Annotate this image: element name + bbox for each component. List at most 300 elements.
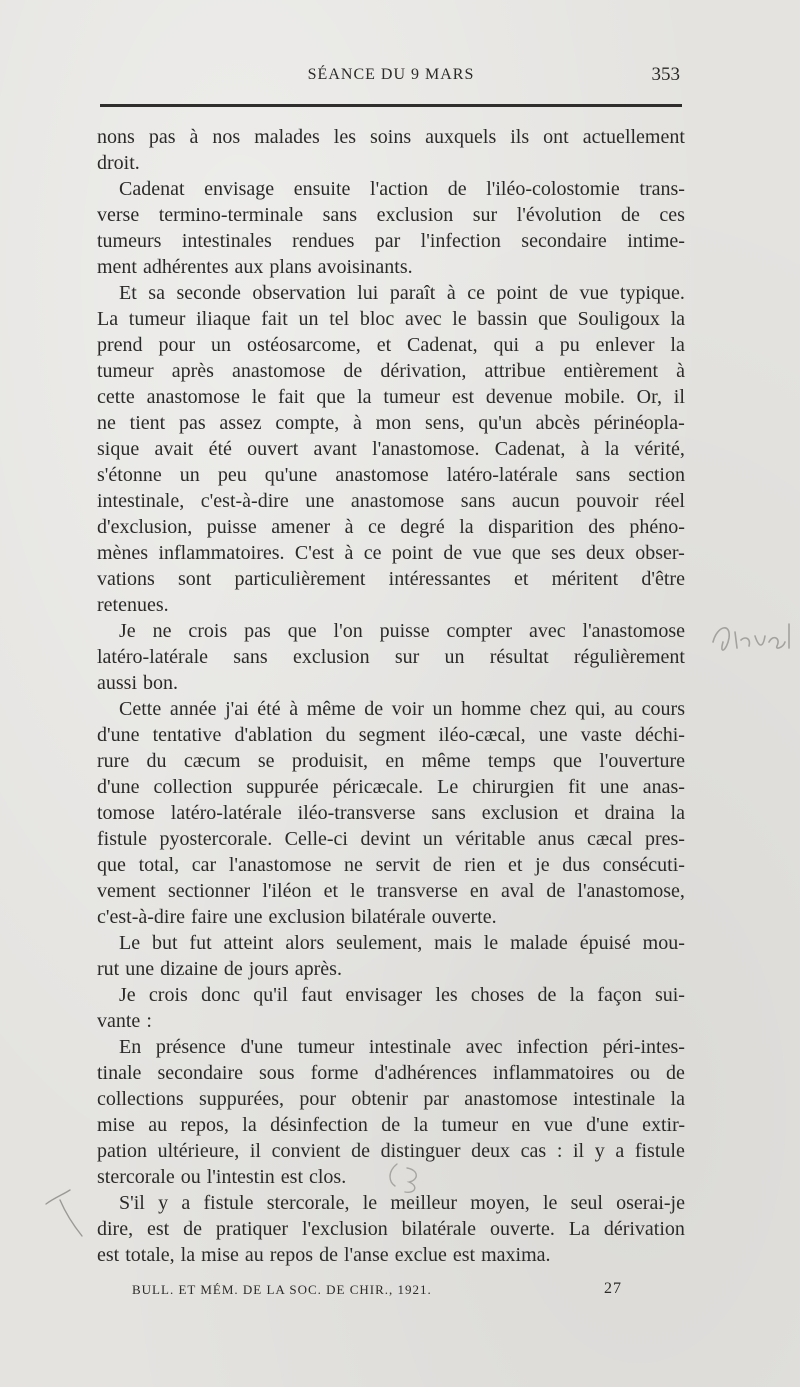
word: pouvoir	[576, 490, 639, 512]
word: Et	[119, 282, 137, 304]
word: de	[447, 178, 467, 200]
word: sique	[97, 438, 140, 460]
word: Le	[119, 932, 141, 954]
word: segment	[358, 724, 426, 746]
word: présence	[155, 1036, 226, 1058]
word: exclusion	[292, 646, 370, 668]
word: au	[244, 1244, 264, 1266]
word: rien	[464, 854, 496, 876]
word: du	[325, 724, 346, 746]
word: Cadenat	[119, 178, 185, 200]
word: extir-	[642, 1114, 685, 1136]
word: pyostercorale.	[159, 828, 273, 850]
word: droit.	[97, 152, 140, 174]
word: anas-	[642, 776, 685, 798]
word: tumeur	[383, 386, 441, 408]
word: moyen,	[470, 1192, 530, 1214]
word: d'une	[97, 776, 140, 798]
word: de	[364, 698, 384, 720]
word: une	[305, 490, 335, 512]
word: infection	[517, 1036, 589, 1058]
word: exclusion	[481, 802, 559, 824]
word: l'on	[333, 620, 363, 642]
word: trans-	[639, 178, 685, 200]
word: la	[670, 1088, 685, 1110]
word: draina	[604, 802, 655, 824]
word: du	[146, 750, 167, 772]
word: la	[604, 438, 620, 460]
word: dérivation	[603, 1218, 685, 1240]
word: distinguer	[380, 1140, 461, 1162]
word: un	[432, 698, 453, 720]
word: et	[513, 568, 529, 590]
word: dire,	[97, 1218, 134, 1240]
word: obser-	[635, 542, 685, 564]
word: pres-	[644, 828, 685, 850]
word: suppurées,	[199, 1088, 284, 1110]
word: seul	[570, 1192, 603, 1214]
word: Je	[119, 984, 136, 1006]
word: un	[422, 828, 443, 850]
word: anus	[537, 828, 575, 850]
word: consécuti-	[602, 854, 685, 876]
word: sur	[394, 646, 420, 668]
journal-reference: BULL. ET MÉM. DE LA SOC. DE CHIR., 1921.	[132, 1282, 432, 1297]
word: seconde	[176, 282, 241, 304]
word: pour	[299, 1088, 337, 1110]
word: iliaque	[196, 308, 251, 330]
word: ont	[543, 126, 569, 148]
text-line	[97, 696, 685, 722]
word: Cette	[119, 698, 162, 720]
word: termino-terminale	[158, 204, 304, 226]
word: résultat	[489, 646, 549, 668]
word: intestinale,	[97, 490, 185, 512]
word: point	[391, 542, 433, 564]
word: ultérieure,	[157, 1140, 240, 1162]
word: par	[423, 1088, 449, 1110]
word: ne	[97, 412, 116, 434]
word: le	[362, 1192, 378, 1214]
word: phéno-	[629, 516, 685, 538]
word: fistule	[634, 1140, 685, 1162]
text-line	[97, 904, 685, 930]
word: au	[614, 698, 634, 720]
word: véritable	[455, 828, 526, 850]
word: alors	[285, 932, 325, 954]
word: l'évolution	[516, 204, 602, 226]
word: pu	[559, 334, 580, 356]
word: d'une	[240, 1036, 283, 1058]
word: avoisinants.	[317, 256, 413, 278]
word: l'exclusion	[301, 1218, 388, 1240]
text-line	[97, 592, 685, 618]
word: En	[119, 1036, 142, 1058]
word: dizaine	[160, 958, 218, 980]
word: exclusion	[376, 204, 454, 226]
word: l'ouverture	[599, 750, 685, 772]
word: une	[233, 906, 263, 928]
word: et	[376, 334, 392, 356]
text-line	[97, 1008, 685, 1034]
word: compte,	[275, 412, 340, 434]
word: déchi-	[634, 724, 685, 746]
word: qu'une	[264, 464, 318, 486]
text-line	[97, 410, 685, 436]
word: une	[538, 724, 568, 746]
word: le	[251, 386, 267, 408]
word: sans	[322, 204, 358, 226]
pencil-annotation	[705, 612, 800, 662]
word: ouvert	[247, 438, 299, 460]
word: dérivation,	[380, 360, 467, 382]
word: La	[97, 308, 119, 330]
text-line	[97, 930, 685, 956]
text-line	[97, 1216, 685, 1242]
word: de	[343, 360, 363, 382]
word: secondaire	[157, 1062, 243, 1084]
text-line	[97, 228, 685, 254]
word: année	[169, 698, 217, 720]
word: S'il	[119, 1192, 145, 1214]
word: que	[538, 308, 567, 330]
word: cæcal	[586, 828, 633, 850]
word: iléo-transverse	[297, 802, 416, 824]
word: vement	[97, 880, 156, 902]
word: lui	[357, 282, 379, 304]
word: été	[257, 698, 281, 720]
word: sans	[460, 490, 496, 512]
word: La	[568, 1218, 590, 1240]
word: de	[223, 958, 243, 980]
word: ne	[344, 854, 363, 876]
word: aussi	[97, 672, 137, 694]
word: le	[483, 932, 499, 954]
word: après.	[294, 958, 342, 980]
word: aucun	[511, 490, 560, 512]
word: latéro-latérale	[446, 464, 558, 486]
word: fistule	[203, 1192, 254, 1214]
word: et	[323, 880, 339, 902]
body-text	[97, 124, 685, 1268]
text-line	[97, 852, 685, 878]
word: à	[344, 542, 354, 564]
word: cæcum	[183, 750, 241, 772]
word: tient	[129, 412, 166, 434]
word: mais	[434, 932, 472, 954]
word: y	[594, 1140, 605, 1162]
word: en	[385, 750, 405, 772]
word: deux	[471, 1140, 511, 1162]
word: anastomose	[146, 386, 240, 408]
word: crois	[148, 984, 188, 1006]
word: la	[242, 1114, 257, 1136]
word: épuisé	[579, 932, 631, 954]
word: forme	[310, 1062, 359, 1084]
word: total,	[138, 854, 180, 876]
word: réel	[655, 490, 685, 512]
word: bilatérale	[351, 906, 426, 928]
word: exclue	[394, 1244, 447, 1266]
word: chez	[529, 698, 567, 720]
word: la	[459, 516, 474, 538]
word: intime-	[627, 230, 685, 252]
word: de	[620, 204, 640, 226]
word: à	[580, 438, 590, 460]
word: meilleur	[390, 1192, 458, 1214]
word: sui-	[654, 984, 685, 1006]
word: :	[146, 1010, 152, 1032]
word: rendues	[292, 230, 355, 252]
word: l'iléo-colostomie	[486, 178, 620, 200]
word: qu'un	[478, 412, 522, 434]
text-line	[97, 566, 685, 592]
word: de	[183, 1218, 202, 1240]
word: l'iléon	[262, 880, 312, 902]
word: qu'il	[253, 984, 288, 1006]
word: il	[249, 1140, 261, 1162]
word: que	[316, 386, 346, 408]
word: intestinales	[181, 230, 272, 252]
word: avec	[465, 1036, 503, 1058]
word: point	[496, 282, 538, 304]
word: sans	[431, 802, 466, 824]
text-line	[97, 176, 685, 202]
word: méritent	[551, 568, 619, 590]
word: pour	[158, 334, 196, 356]
word: et	[508, 854, 523, 876]
word: ouverte.	[431, 906, 497, 928]
word: crois	[188, 620, 228, 642]
word: avait	[154, 438, 194, 460]
word: typique.	[619, 282, 685, 304]
word: sens,	[425, 412, 465, 434]
word: convient	[271, 1140, 341, 1162]
text-line	[97, 644, 685, 670]
word: Le	[437, 776, 459, 798]
word: c'est-à-dire	[97, 906, 185, 928]
word: à	[446, 282, 456, 304]
word: mise	[97, 1114, 135, 1136]
word: de	[319, 1244, 338, 1266]
word: de	[432, 854, 452, 876]
word: tomose	[97, 802, 155, 824]
word: l'action	[370, 178, 429, 200]
word: mise	[201, 1244, 239, 1266]
word: sans	[575, 464, 611, 486]
word: s'étonne	[97, 464, 162, 486]
word: pratiquer	[215, 1218, 289, 1240]
word: soins	[370, 126, 412, 148]
word: assez	[219, 412, 262, 434]
word: avec	[528, 620, 566, 642]
text-line	[97, 384, 685, 410]
word: car	[191, 854, 217, 876]
word: ostéosarcome,	[246, 334, 361, 356]
word: adhérentes	[143, 256, 229, 278]
word: inflammatoires	[492, 1062, 614, 1084]
word: malades	[254, 126, 320, 148]
word: à	[189, 126, 199, 148]
word: ou	[630, 1062, 650, 1084]
word: qui	[493, 334, 520, 356]
word: donc	[201, 984, 240, 1006]
word: périnéopla-	[593, 412, 685, 434]
word: les	[333, 126, 356, 148]
word: sont	[177, 568, 212, 590]
word: tentative	[152, 724, 222, 746]
word: faire	[191, 906, 228, 928]
word: ses	[551, 542, 576, 564]
word: je	[535, 854, 550, 876]
word: disparition	[488, 516, 574, 538]
word: en	[469, 880, 489, 902]
word: atteint	[223, 932, 274, 954]
header-rule	[100, 104, 682, 107]
word: envisager	[345, 984, 423, 1006]
word: d'une	[97, 724, 140, 746]
word: suppurée	[246, 776, 319, 798]
word: une	[599, 776, 629, 798]
word: avec	[404, 308, 442, 330]
word: sur	[472, 204, 498, 226]
text-line	[97, 332, 685, 358]
word: repos,	[180, 1114, 229, 1136]
word: mobile.	[564, 386, 625, 408]
pencil-mark-left	[40, 1180, 90, 1240]
word: l'anse	[343, 1244, 389, 1266]
word: auxquels	[425, 126, 497, 148]
word: a	[615, 1140, 625, 1162]
text-line	[97, 722, 685, 748]
word: nos	[212, 126, 241, 148]
word: est	[451, 386, 475, 408]
word: ne	[152, 620, 172, 642]
word: qui,	[574, 698, 606, 720]
word: produisit,	[291, 750, 369, 772]
word: que	[511, 542, 541, 564]
text-line	[97, 826, 685, 852]
word: d'adhérences	[374, 1062, 477, 1084]
word: le	[542, 1192, 558, 1214]
word: vaste	[580, 724, 622, 746]
word: Cadenat,	[494, 438, 566, 460]
word: désinfection	[270, 1114, 368, 1136]
word: la	[569, 984, 585, 1006]
word: repos	[269, 1244, 314, 1266]
word: de	[546, 880, 566, 902]
word: un	[211, 334, 232, 356]
word: tumeur	[128, 308, 186, 330]
word: homme	[461, 698, 522, 720]
word: que	[552, 750, 582, 772]
word: a	[534, 334, 544, 356]
word: l'anastomose,	[577, 880, 685, 902]
word: ils	[510, 126, 530, 148]
word: l'anastomose.	[372, 438, 480, 460]
text-line	[97, 774, 685, 800]
word: verse	[97, 204, 140, 226]
word: envisage	[204, 178, 275, 200]
word: enlever	[595, 334, 655, 356]
word: fistule	[97, 828, 147, 850]
word: un	[444, 646, 465, 668]
page-footer	[132, 1278, 632, 1302]
word: ce	[368, 516, 386, 538]
word: amener	[271, 516, 331, 538]
word: il	[673, 386, 685, 408]
word: vue	[543, 1114, 573, 1136]
word: voir	[391, 698, 424, 720]
word: compter	[446, 620, 513, 642]
word: Cadenat,	[407, 334, 478, 356]
word: mou-	[642, 932, 685, 954]
text-line	[97, 748, 685, 774]
word: puisse	[379, 620, 430, 642]
word: plans	[269, 256, 312, 278]
word: prend	[97, 334, 143, 356]
word: anastomose	[464, 1088, 558, 1110]
word: régulièrement	[573, 646, 685, 668]
word: paraît	[389, 282, 436, 304]
text-line	[97, 462, 685, 488]
word: cas	[520, 1140, 547, 1162]
word: collections	[97, 1088, 184, 1110]
word: vations	[97, 568, 155, 590]
word: retenues.	[97, 594, 169, 616]
word: avant	[313, 438, 357, 460]
word: seulement,	[336, 932, 423, 954]
word: de	[381, 1114, 401, 1136]
word: intéressantes	[388, 568, 491, 590]
word: au	[148, 1114, 168, 1136]
text-line	[97, 1086, 685, 1112]
word: anastomose	[231, 360, 326, 382]
word: bloc	[359, 308, 395, 330]
word: tumeurs	[97, 230, 162, 252]
word: servit	[375, 854, 421, 876]
word: fut	[189, 932, 212, 954]
word: bassin	[477, 308, 528, 330]
word: l'anastomose	[228, 854, 332, 876]
text-line	[97, 1034, 685, 1060]
word: ce	[363, 542, 382, 564]
word: la	[670, 802, 685, 824]
word: à	[676, 360, 685, 382]
text-line	[97, 800, 685, 826]
word: façon	[597, 984, 642, 1006]
text-line	[97, 540, 685, 566]
word: collection	[153, 776, 233, 798]
word: jours	[248, 958, 289, 980]
word: exclusion	[268, 906, 346, 928]
word: vante	[97, 1010, 141, 1032]
word: été	[208, 438, 232, 460]
word: pas	[244, 620, 271, 642]
word: vérité,	[634, 438, 685, 460]
word: est	[280, 1166, 303, 1188]
word: cours	[641, 698, 685, 720]
word: degré	[400, 516, 445, 538]
word: le	[452, 308, 467, 330]
text-line	[97, 436, 685, 462]
word: un	[179, 464, 200, 486]
word: pas	[148, 126, 176, 148]
text-line	[97, 124, 685, 150]
word: pas	[178, 412, 206, 434]
word: à	[289, 698, 299, 720]
word: de	[549, 282, 569, 304]
